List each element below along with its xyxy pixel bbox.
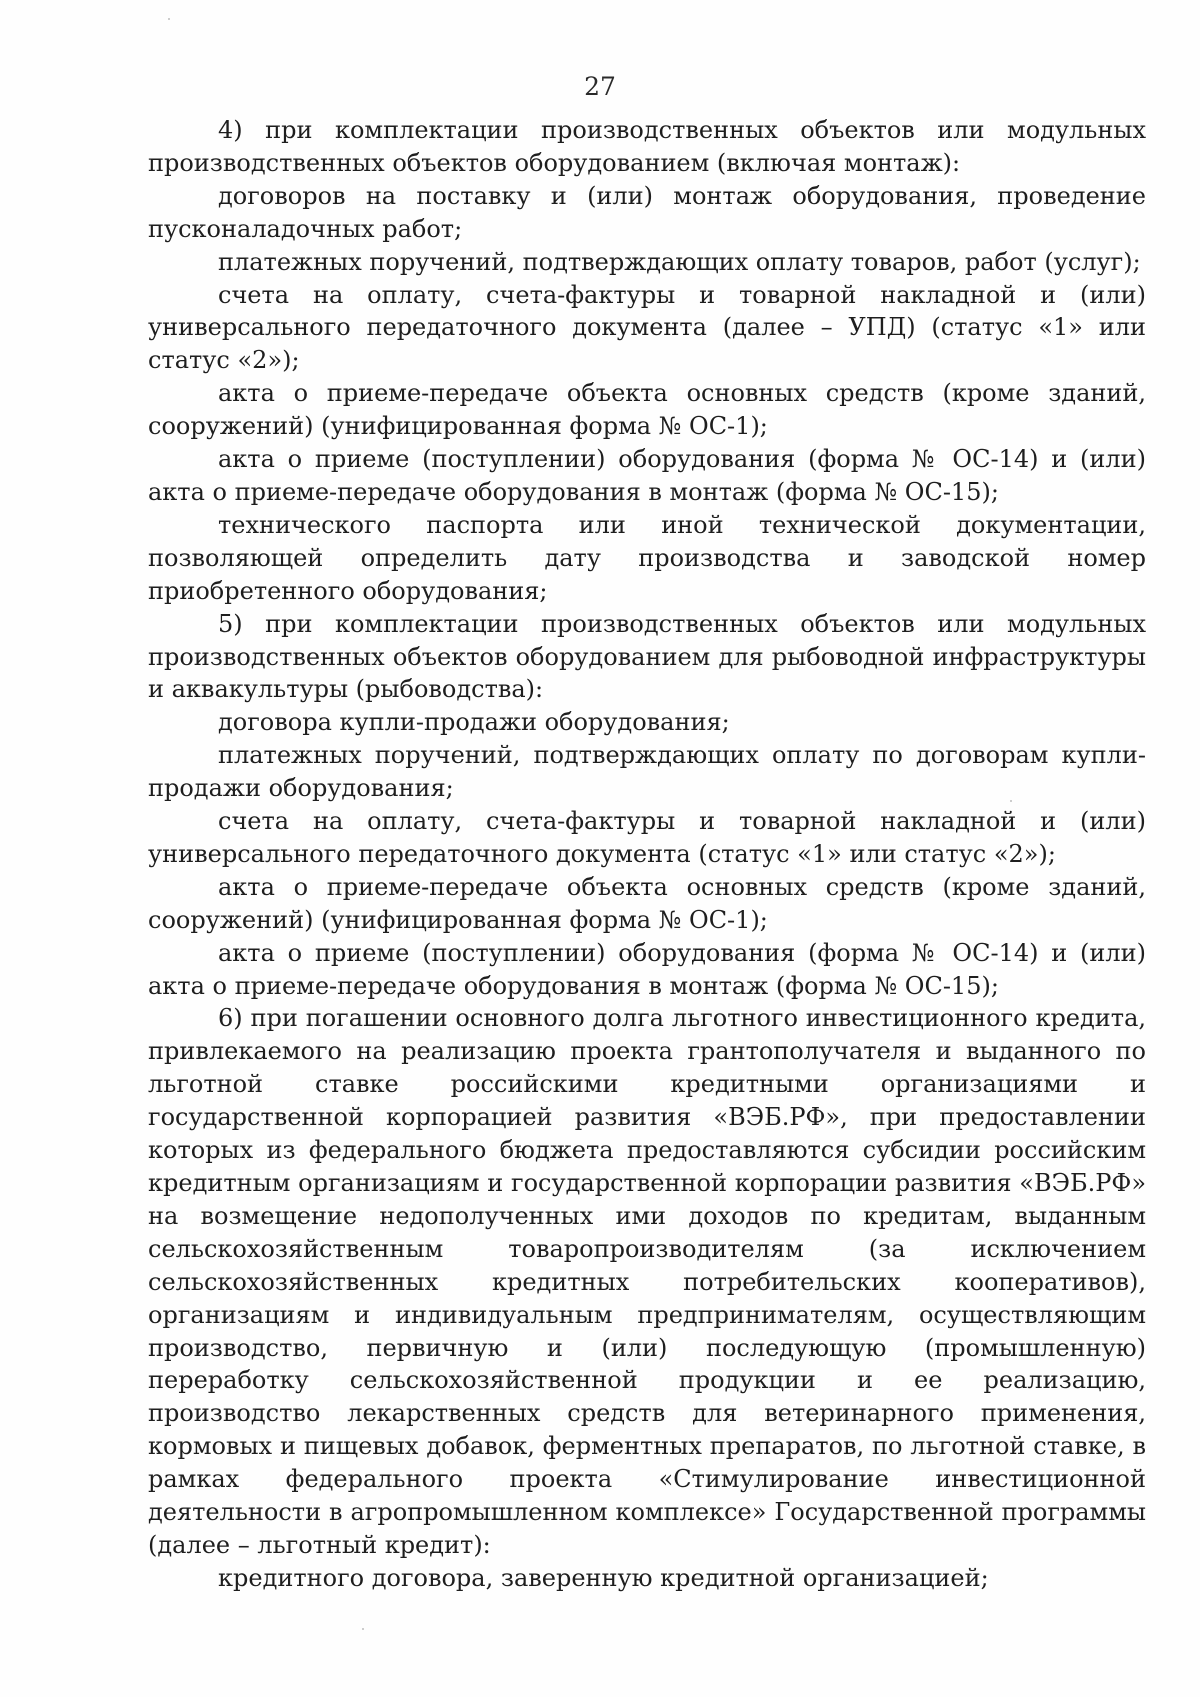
paragraph-technical-passport: технического паспорта или иной технической документации, позволяющей определить дату производства и заводской номер приобретенного оборудования; — [148, 510, 1146, 605]
paragraph-payment-orders-sale: платежных поручений, подтверждающих оплату по договорам купли-продажи оборудования; — [148, 741, 1146, 803]
paragraph-item-4: 4) при комплектации производственных объектов или модульных производственных объектов оборудованием (включая монтаж): — [148, 116, 1146, 177]
paragraph-invoices-status: счета на оплату, счета-фактуры и товарной накладной и (или) универсального передаточного документа (статус «1» или статус «2»); — [148, 807, 1146, 868]
scan-speck — [362, 1628, 364, 1630]
scan-speck — [1010, 800, 1012, 802]
page-number: 27 — [584, 72, 616, 101]
paragraph-act-os14-os15: акта о приеме (поступлении) оборудования (форма № ОС-14) и (или) акта о приеме-передаче оборудования в монтаж (форма № ОС-15); — [148, 445, 1146, 506]
paragraph-invoices-upd: счета на оплату, счета-фактуры и товарной накладной и (или) универсального передаточного документа (далее – УПД) (статус «1» или статус «2»); — [148, 280, 1146, 375]
paragraph-contracts-supply: договоров на поставку и (или) монтаж оборудования, проведение пусконаладочных работ; — [148, 181, 1146, 243]
scan-speck — [168, 18, 170, 20]
paragraph-payment-orders: платежных поручений, подтверждающих оплату товаров, работ (услуг); — [218, 247, 1141, 276]
paragraph-act-os14-os15-second: акта о приеме (поступлении) оборудования (форма № ОС-14) и (или) акта о приеме-передаче оборудования в монтаж (форма № ОС-15); — [148, 938, 1146, 1000]
paragraph-item-5: 5) при комплектации производственных объектов или модульных производственных объектов оборудованием для рыбоводной инфраструктуры и аквакультуры (рыбоводства): — [148, 609, 1146, 704]
document-body — [148, 114, 1146, 1595]
paragraph-act-os1: акта о приеме-передаче объекта основных средств (кроме зданий, сооружений) (унифицированная форма № ОС-1); — [148, 379, 1146, 441]
paragraph-item-6: 6) при погашении основного долга льготного инвестиционного кредита, привлекаемого на реализацию проекта грантополучателя и выданного по льготной ставке российскими кредитными организациями и государственной корпорацией развития «ВЭБ.РФ», при предоставлении которых из федерального бюджета предоставляются субсидии российским кредитным организациям и государственной корпорации развития «ВЭБ.РФ» на возмещение недополученных ими доходов по кредитам, выданным сельскохозяйственным товаропроизводителям (за исключением сельскохозяйственных кредитных потребительских кооперативов), организациям и индивидуальным предпринимателям, осуществляющим производство, первичную и (или) последующую (промышленную) переработку сельскохозяйственной продукции и ее реализацию, производство лекарственных средств для ветеринарного применения, кормовых и пищевых добавок, ферментных препаратов, по льготной ставке, в рамках федерального проекта «Стимулирование инвестиционной деятельности в агропромышленном комплексе» Государственной программы (далее – льготный кредит): — [148, 1004, 1146, 1559]
paragraph-sale-contract: договора купли-продажи оборудования; — [218, 708, 730, 737]
paragraph-act-os1-second: акта о приеме-передаче объекта основных средств (кроме зданий, сооружений) (унифицированная форма № ОС-1); — [148, 872, 1146, 934]
paragraph-credit-agreement: кредитного договора, заверенную кредитной организацией; — [218, 1563, 989, 1592]
